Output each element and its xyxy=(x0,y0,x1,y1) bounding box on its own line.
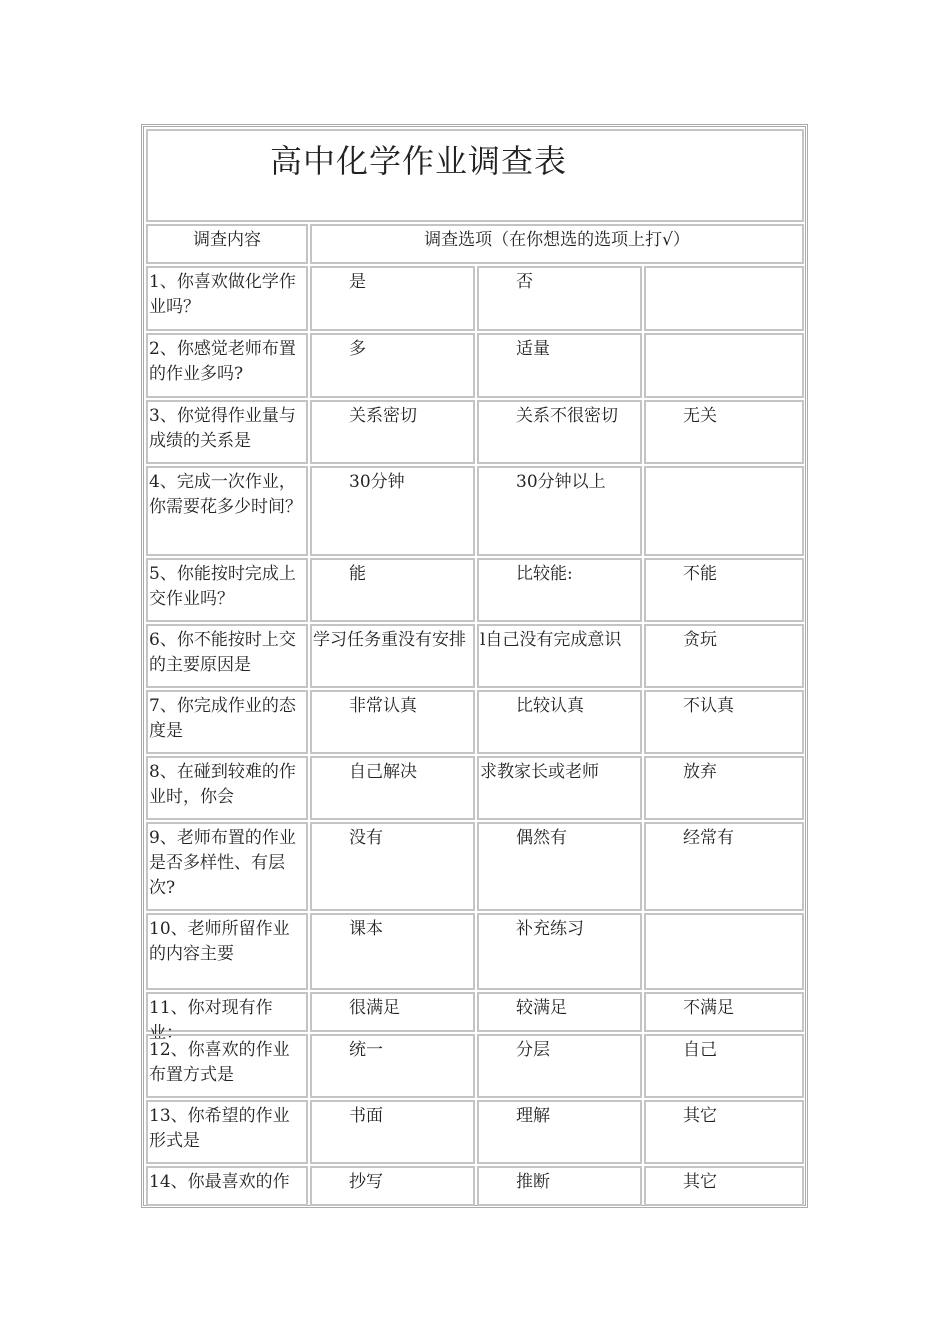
option-1-1[interactable]: 是 xyxy=(310,266,475,331)
question-3: 3、你觉得作业量与成绩的关系是 xyxy=(146,400,308,464)
option-2-3[interactable] xyxy=(644,333,804,398)
option-10-1[interactable]: 课本 xyxy=(310,913,475,990)
option-12-3[interactable]: 自己 xyxy=(644,1034,804,1098)
header-options: 调查选项（在你想选的选项上打√） xyxy=(310,224,804,264)
option-13-2[interactable]: 理解 xyxy=(477,1100,642,1164)
option-4-3[interactable] xyxy=(644,466,804,556)
option-2-1[interactable]: 多 xyxy=(310,333,475,398)
option-1-3[interactable] xyxy=(644,266,804,331)
option-7-2[interactable]: 比较认真 xyxy=(477,690,642,754)
option-4-2[interactable]: 30分钟以上 xyxy=(477,466,642,556)
option-12-2[interactable]: 分层 xyxy=(477,1034,642,1098)
option-3-3[interactable]: 无关 xyxy=(644,400,804,464)
question-6: 6、你不能按时上交的主要原因是 xyxy=(146,624,308,688)
option-8-1[interactable]: 自己解决 xyxy=(310,756,475,820)
question-11: 11、你对现有作业： xyxy=(146,992,308,1032)
question-8: 8、在碰到较难的作业时，你会 xyxy=(146,756,308,820)
option-8-3[interactable]: 放弃 xyxy=(644,756,804,820)
option-11-1[interactable]: 很满足 xyxy=(310,992,475,1032)
option-12-1[interactable]: 统一 xyxy=(310,1034,475,1098)
header-content: 调查内容 xyxy=(146,224,308,264)
option-14-1[interactable]: 抄写 xyxy=(310,1166,475,1206)
option-7-3[interactable]: 不认真 xyxy=(644,690,804,754)
question-14: 14、你最喜欢的作 xyxy=(146,1166,308,1206)
option-8-2[interactable]: 求教家长或老师 xyxy=(477,756,642,820)
question-4: 4、完成一次作业，你需要花多少时间？ xyxy=(146,466,308,556)
option-9-1[interactable]: 没有 xyxy=(310,822,475,911)
option-13-1[interactable]: 书面 xyxy=(310,1100,475,1164)
option-9-3[interactable]: 经常有 xyxy=(644,822,804,911)
option-6-3[interactable]: 贪玩 xyxy=(644,624,804,688)
question-13: 13、你希望的作业形式是 xyxy=(146,1100,308,1164)
option-1-2[interactable]: 否 xyxy=(477,266,642,331)
option-7-1[interactable]: 非常认真 xyxy=(310,690,475,754)
option-5-3[interactable]: 不能 xyxy=(644,558,804,622)
option-11-2[interactable]: 较满足 xyxy=(477,992,642,1032)
question-9: 9、老师布置的作业是否多样性、有层次? xyxy=(146,822,308,911)
option-11-3[interactable]: 不满足 xyxy=(644,992,804,1032)
question-1: 1、你喜欢做化学作业吗？ xyxy=(146,266,308,331)
question-5: 5、你能按时完成上交作业吗？ xyxy=(146,558,308,622)
option-3-2[interactable]: 关系不很密切 xyxy=(477,400,642,464)
option-5-1[interactable]: 能 xyxy=(310,558,475,622)
option-14-2[interactable]: 推断 xyxy=(477,1166,642,1206)
option-6-2[interactable]: l自己没有完成意识 xyxy=(477,624,642,688)
option-9-2[interactable]: 偶然有 xyxy=(477,822,642,911)
question-12: 12、你喜欢的作业布置方式是 xyxy=(146,1034,308,1098)
option-13-3[interactable]: 其它 xyxy=(644,1100,804,1164)
option-10-3[interactable] xyxy=(644,913,804,990)
option-4-1[interactable]: 30分钟 xyxy=(310,466,475,556)
question-10: 10、老师所留作业的内容主要 xyxy=(146,913,308,990)
survey-title: 高中化学作业调查表 xyxy=(146,129,804,222)
option-5-2[interactable]: 比较能: xyxy=(477,558,642,622)
option-10-2[interactable]: 补充练习 xyxy=(477,913,642,990)
question-2: 2、你感觉老师布置的作业多吗? xyxy=(146,333,308,398)
survey-table xyxy=(141,124,808,1208)
option-2-2[interactable]: 适量 xyxy=(477,333,642,398)
option-14-3[interactable]: 其它 xyxy=(644,1166,804,1206)
option-3-1[interactable]: 关系密切 xyxy=(310,400,475,464)
option-6-1[interactable]: 学习任务重没有安排 xyxy=(310,624,475,688)
question-7: 7、你完成作业的态度是 xyxy=(146,690,308,754)
